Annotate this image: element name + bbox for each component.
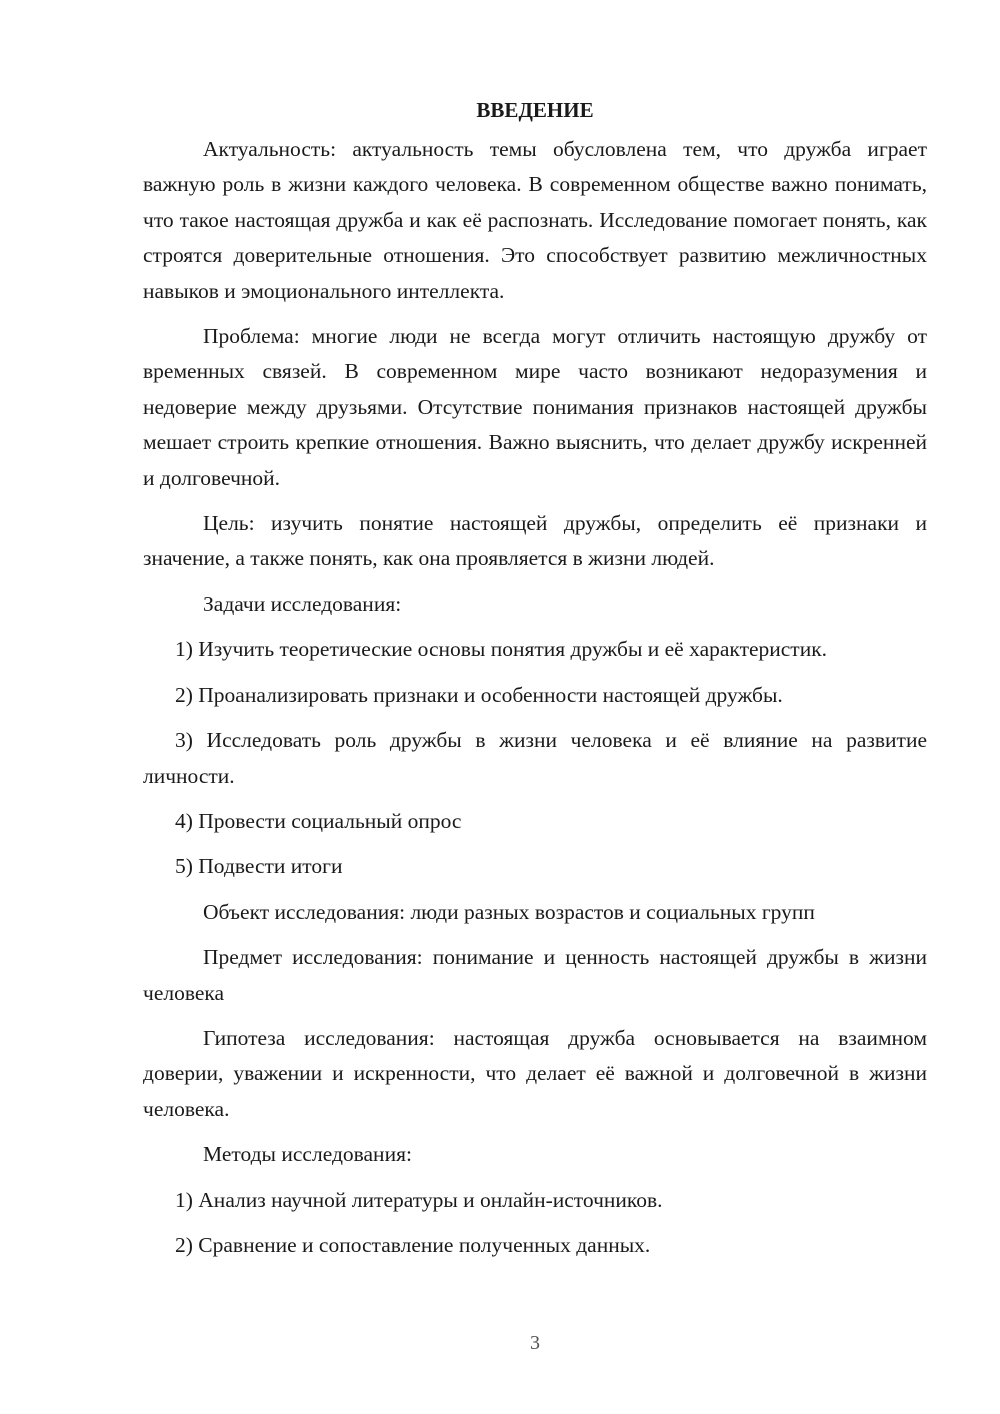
tasks-heading: Задачи исследования:: [203, 591, 402, 616]
task-item-3: 3) Исследовать роль дружбы в жизни человека и её влияние на развитие личности.: [143, 728, 927, 788]
method-item-2: 2) Сравнение и сопоставление полученных данных.: [175, 1232, 651, 1257]
problem-paragraph: Проблема: многие люди не всегда могут отличить настоящую дружбу от временных связей. В современном мире часто возникают недоразумения и недоверие между друзьями. Отсутствие понимания признаков настоящей дружбы мешает строить крепкие отношения. Важно выяснить, что делает дружбу искренней и долговечной.: [143, 324, 927, 490]
method-item-1: 1) Анализ научной литературы и онлайн-источников.: [175, 1187, 663, 1212]
relevance-paragraph: Актуальность: актуальность темы обусловлена тем, что дружба играет важную роль в жизни каждого человека. В современном обществе важно понимать, что такое настоящая дружба и как её распознать. Исследование помогает понять, как строятся доверительные отношения. Это способствует развитию межличностных навыков и эмоционального интеллекта.: [143, 137, 927, 303]
page-number: 3: [530, 1332, 540, 1354]
section-title: ВВЕДЕНИЕ: [476, 98, 594, 122]
task-item-4: 4) Провести социальный опрос: [175, 808, 462, 833]
task-item-1: 1) Изучить теоретические основы понятия дружбы и её характеристик.: [175, 637, 828, 662]
goal-paragraph: Цель: изучить понятие настоящей дружбы, определить её признаки и значение, а также понять, как она проявляется в жизни людей.: [143, 511, 927, 571]
task-item-5: 5) Подвести итоги: [175, 854, 343, 879]
methods-heading: Методы исследования:: [203, 1142, 412, 1167]
task-item-2: 2) Проанализировать признаки и особенности настоящей дружбы.: [175, 682, 783, 707]
object-paragraph: Объект исследования: люди разных возрастов и социальных групп: [203, 899, 815, 924]
subject-paragraph: Предмет исследования: понимание и ценность настоящей дружбы в жизни человека: [143, 945, 927, 1005]
hypothesis-paragraph: Гипотеза исследования: настоящая дружба основывается на взаимном доверии, уважении и искренности, что делает её важной и долговечной в жизни человека.: [143, 1025, 927, 1121]
page-content: [143, 92, 927, 1273]
